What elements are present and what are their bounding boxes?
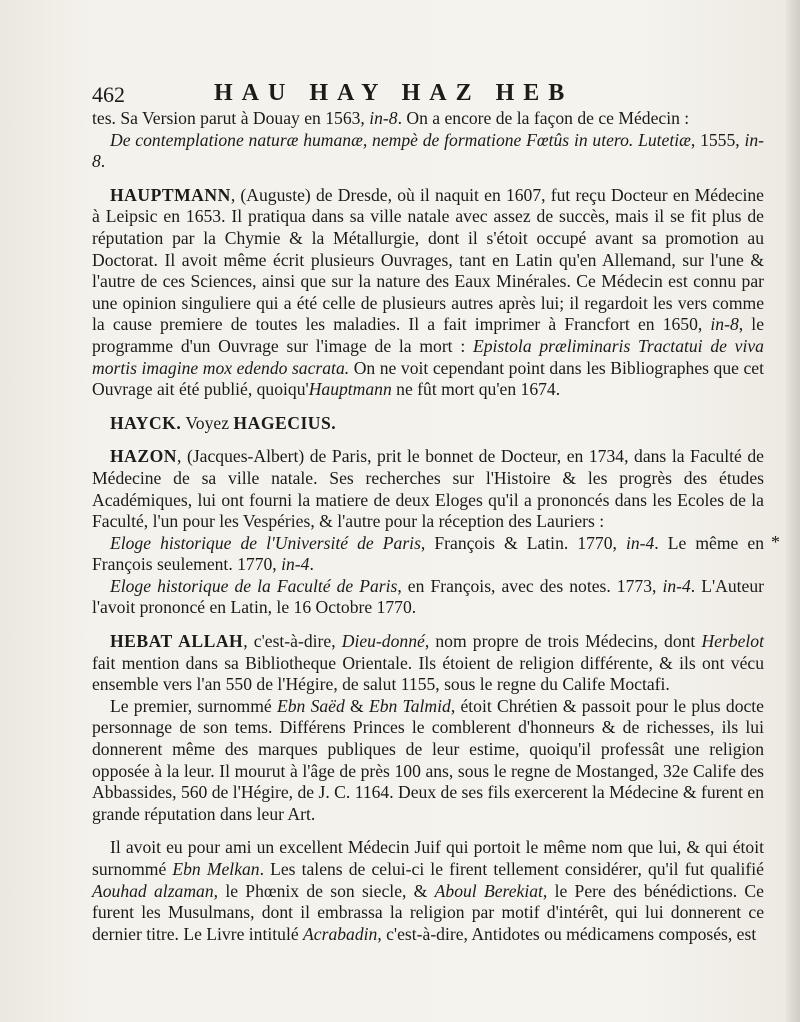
- paragraph-hauptmann-end-continuation: [92, 108, 764, 130]
- headword: HAYCK.: [110, 412, 182, 433]
- text-run: &: [344, 695, 369, 716]
- name-italic: Hauptmann: [308, 379, 392, 400]
- format-italic: in-4: [281, 554, 310, 575]
- text-run: , le Pere des bénédictions. Ce furent les Musulmans, dont il embrassa la religion par motif d'intérêt, qui lui donnerent ce dernier titre. Le Livre intitulé: [92, 880, 764, 944]
- text-run: , 1555,: [690, 129, 745, 150]
- book-title-eloge-faculte: [92, 576, 764, 619]
- book-title-italic: Epistola præliminaris Tractatui de viva mortis imagine mox edendo sacrata.: [92, 335, 764, 378]
- text-run: , en François, avec des notes. 1773,: [397, 575, 663, 596]
- translation-italic: Dieu-donné: [341, 631, 425, 652]
- name-italic: Aboul Berekiat: [434, 880, 543, 901]
- name-italic: Herbelot: [701, 631, 764, 652]
- text-run: fait mention dans sa Bibliotheque Orientale. Ils étoient de religion différente, & ils ont vécu ensemble vers l'an 550 de l'Hégire, de salut 1155, sous le regne du Calife Moctafi.: [92, 652, 764, 695]
- cross-reference: HAGECIUS.: [233, 412, 337, 433]
- book-title-italic: Eloge historique de la Faculté de Paris: [110, 575, 398, 596]
- headword: HEBAT ALLAH: [110, 631, 244, 652]
- text-run: ne fût mort qu'en 1674.: [391, 379, 561, 400]
- entry-hauptmann: [92, 185, 764, 401]
- entry-hebat-allah: [92, 631, 764, 696]
- text-run: tes. Sa Version parut à Douay en 1563,: [92, 108, 370, 128]
- text-run: . Les talens de celui-ci le firent tellement considérer, qu'il fut qualifié: [259, 859, 764, 879]
- name-italic: Ebn Talmid: [368, 695, 451, 716]
- text-run: , François & Latin. 1770,: [420, 532, 626, 553]
- page-text: [92, 108, 764, 945]
- book-title-italic: Eloge historique de l'Université de Paris: [110, 532, 421, 553]
- page-header: [92, 80, 764, 106]
- headword: HAUPTMANN: [110, 184, 231, 205]
- format-italic: in-8: [369, 108, 398, 128]
- text-run: , le programme d'un Ouvrage sur l'image de la mort :: [92, 314, 765, 356]
- text-run: , étoit Chrétien & passoit pour le plus docte personnage de son tems. Différens Princes le comblerent d'honneurs & de richesses, ils lui donnerent même des marques publiques de leur estime, quoiqu'il professât une religion opposée à la leur. Il mourut à l'âge de près 100 ans, sous le regne de Mostanged, 32e Calife des Abbassides, 560 de l'Hégire, de J. C. 1164. Deux de ses fils exercerent la Médecine & furent en grande réputation dans leur Art.: [92, 695, 764, 824]
- text-run: , (Jacques-Albert) de Paris, prit le bonnet de Docteur, en 1734, dans la Faculté de Médecine de sa ville natale. Ses recherches sur l'Histoire & les progrès des études Académiques, lui ont fourni la matiere de deux Eloges qu'il a prononcés dans les Ecoles de la Faculté, l'un pour les Vespéries, & l'autre pour la réception des Lauriers :: [92, 446, 764, 532]
- marginal-asterisk: *: [771, 532, 780, 552]
- format-italic: in-8: [92, 129, 765, 172]
- text-run: , c'est-à-dire, Antidotes ou médicamens composés, est: [377, 923, 757, 944]
- text-run: Voyez: [181, 412, 234, 433]
- text-run: , c'est-à-dire,: [243, 631, 342, 652]
- name-italic: Ebn Saëd: [276, 695, 345, 716]
- format-italic: in-4: [662, 575, 691, 596]
- book-title-italic: Acrabadin: [303, 923, 378, 944]
- page-edge-shadow: [786, 0, 800, 1022]
- text-run: , le Phœnix de son siecle, &: [213, 880, 435, 901]
- text-run: , nom propre de trois Médecins, dont: [424, 631, 702, 652]
- text-run: .: [309, 554, 314, 575]
- text-run: . On a encore de la façon de ce Médecin :: [397, 108, 690, 128]
- paragraph-ami-juif: [92, 837, 764, 945]
- format-italic: in-8: [710, 314, 739, 335]
- name-italic: Aouhad alzaman: [92, 880, 214, 901]
- entry-hayck: [92, 413, 764, 435]
- running-head: HAU HAY HAZ HEB: [214, 80, 574, 106]
- text-run: Il avoit eu pour ami un excellent Médecin Juif qui portoit le même nom que lui, & qui étoit surnommé: [92, 837, 764, 879]
- text-run: . Le même en François seulement. 1770,: [92, 532, 764, 575]
- format-italic: in-4: [625, 532, 655, 553]
- text-run: Le premier, surnommé: [110, 695, 277, 716]
- page-number: 462: [92, 82, 125, 107]
- text-run: On ne voit cependant point dans les Bibliographes que cet Ouvrage ait été publié, quoiqu': [92, 357, 765, 400]
- name-italic: Ebn Melkan: [172, 859, 260, 879]
- text-run: . L'Auteur l'avoit prononcé en Latin, le 16 Octobre 1770.: [92, 575, 764, 618]
- text-run: , (Auguste) de Dresde, où il naquit en 1607, fut reçu Docteur en Médecine à Leipsic en 1653. Il pratiqua dans sa ville natale avec assez de succès, mais il se fit plus de réputation par la Chymie & la Métallurgie, dont il s'étoit occupé avant sa promotion au Doctorat. Il avoit même écrit plusieurs Ouvrages, tant en Latin qu'en Allemand, sur l'une & l'autre de ces Sciences, ainsi que sur la nature des Eaux Minérales. Ce Médecin est connu par une opinion singuliere qui a été celle de plusieurs autres après lui; il regardoit les vers comme la cause premiere de toutes les maladies. Il a fait imprimer à Francfort en 1650,: [92, 184, 764, 335]
- book-title-eloge-universite: [92, 533, 764, 576]
- text-run: .: [100, 151, 106, 172]
- entry-hazon: [92, 446, 764, 532]
- paragraph-le-premier: [92, 696, 764, 826]
- book-title-de-contemplatione: [92, 130, 764, 173]
- book-title-italic: De contemplatione naturæ humanæ, nempè de formatione Fœtûs in utero. Lutetiæ: [110, 129, 691, 150]
- headword: HAZON: [110, 446, 178, 467]
